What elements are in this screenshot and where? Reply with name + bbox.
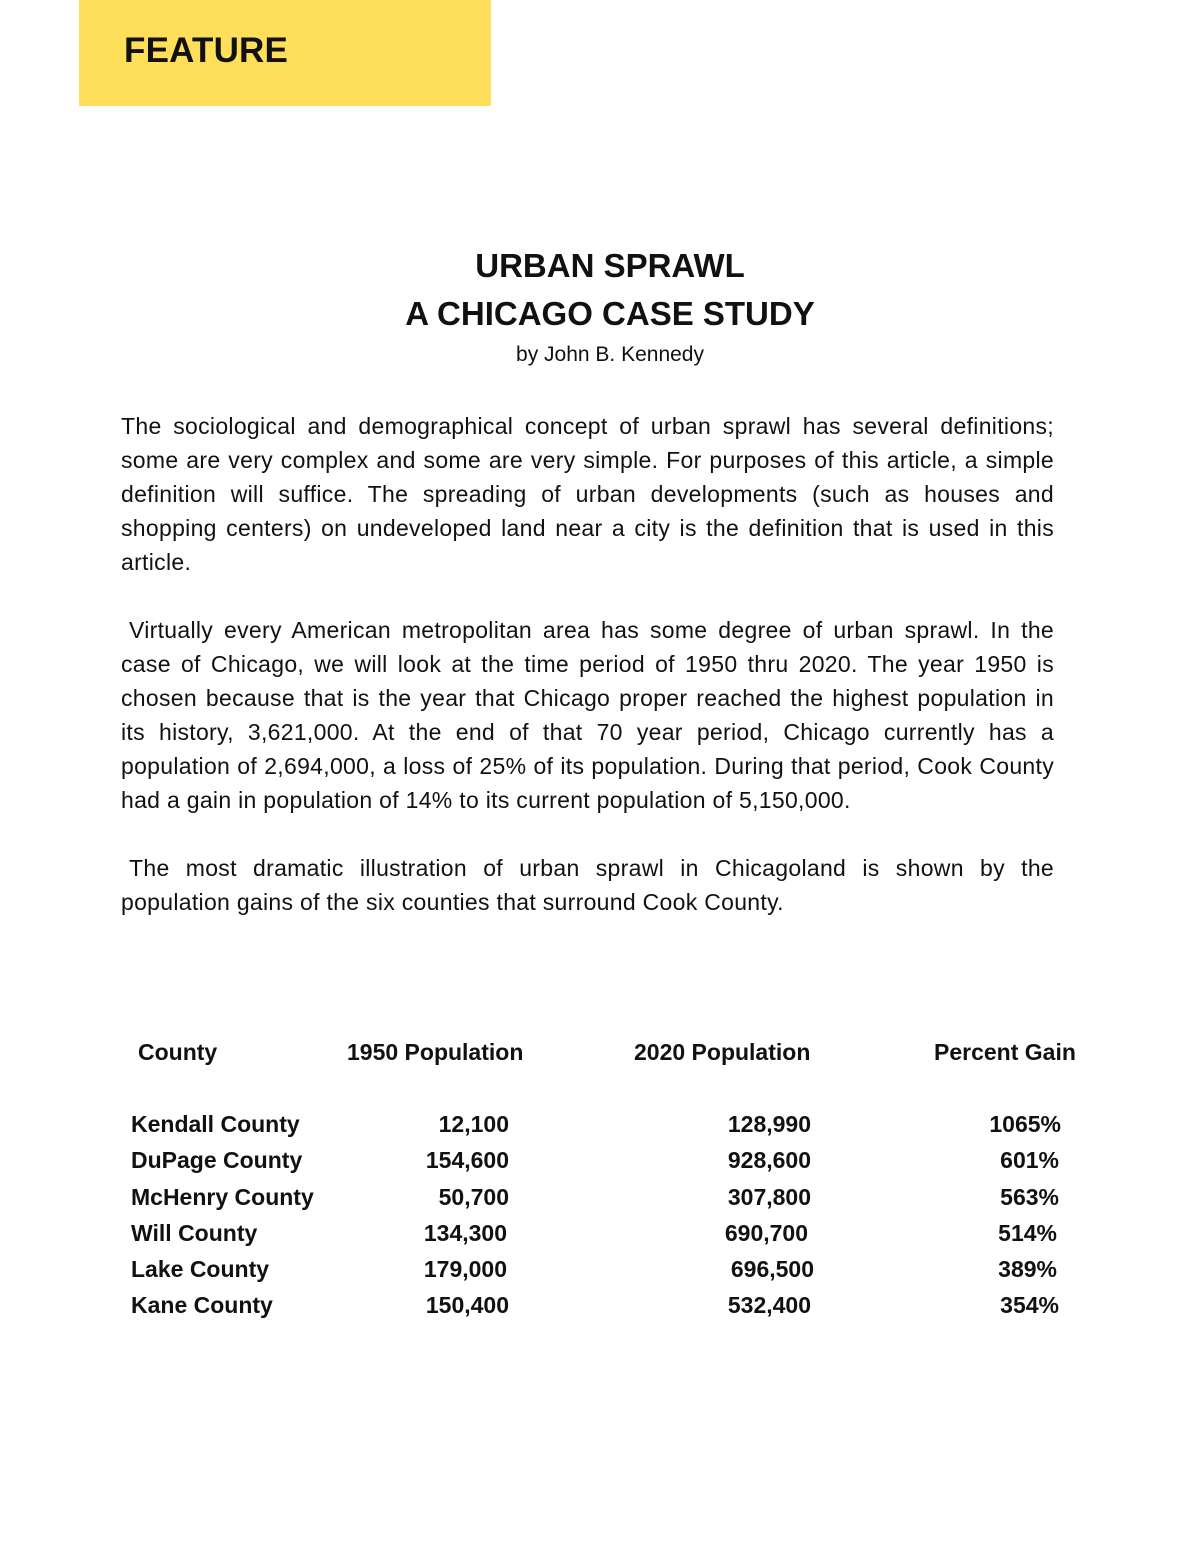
table-cell-2020: 128,990 xyxy=(727,1111,811,1137)
page-title: URBAN SPRAWL xyxy=(475,247,745,284)
table-cell-1950: 50,700 xyxy=(438,1184,509,1210)
table-cell-1950: 150,400 xyxy=(425,1292,509,1318)
table-cell-percent: 354% xyxy=(1000,1292,1059,1318)
table-cell-1950: 134,300 xyxy=(423,1220,507,1246)
table-cell-percent: 389% xyxy=(998,1256,1057,1282)
table-cell-county: DuPage County xyxy=(131,1147,303,1173)
table-header-county: County xyxy=(138,1039,218,1065)
table-cell-county: McHenry County xyxy=(131,1184,314,1210)
feature-label: FEATURE xyxy=(124,31,289,70)
table-cell-county: Kane County xyxy=(131,1292,273,1318)
table-cell-2020: 307,800 xyxy=(727,1184,811,1210)
table-cell-2020: 928,600 xyxy=(727,1147,811,1173)
article-paragraph: Virtually every American metropolitan area has some degree of urban sprawl. In the case of Chicago, we will look at the time period of 1950 thru 2020. The year 1950 is chosen because that is the year that Chicago proper reached the highest population in its history, 3,621,000. At the end of that 70 year period, Chicago currently has a population of 2,694,000, a loss of 25% of its population. During that period, Cook County had a gain in population of 14% to its current population of 5,150,000. xyxy=(121,617,1054,813)
table-cell-1950: 179,000 xyxy=(423,1256,507,1282)
table-cell-2020: 690,700 xyxy=(724,1220,808,1246)
table-header-1950: 1950 Population xyxy=(347,1039,524,1065)
table-cell-1950: 12,100 xyxy=(438,1111,509,1137)
byline: by John B. Kennedy xyxy=(516,343,704,366)
table-cell-2020: 532,400 xyxy=(727,1292,811,1318)
table-cell-2020: 696,500 xyxy=(730,1256,814,1282)
table-cell-county: Kendall County xyxy=(131,1111,300,1137)
page-subtitle: A CHICAGO CASE STUDY xyxy=(405,295,815,332)
table-header-2020: 2020 Population xyxy=(634,1039,811,1065)
table-cell-percent: 514% xyxy=(998,1220,1057,1246)
table-cell-county: Lake County xyxy=(131,1256,270,1282)
article-paragraph: The most dramatic illustration of urban sprawl in Chicagoland is shown by the population gains of the six counties that surround Cook County. xyxy=(121,855,1054,915)
table-cell-percent: 1065% xyxy=(989,1111,1061,1137)
article-body xyxy=(121,409,1054,953)
table-cell-percent: 601% xyxy=(1000,1147,1059,1173)
table-cell-1950: 154,600 xyxy=(425,1147,509,1173)
article-paragraph: The sociological and demographical concept of urban sprawl has several definitions; some are very complex and some are very simple. For purposes of this article, a simple definition will suffice. The spreading of urban developments (such as houses and shopping centers) on undeveloped land near a city is the definition that is used in this article. xyxy=(121,413,1054,575)
table-cell-county: Will County xyxy=(131,1220,258,1246)
title-block xyxy=(0,242,1200,370)
table-cell-percent: 563% xyxy=(1000,1184,1059,1210)
table-header-percent: Percent Gain xyxy=(934,1039,1076,1065)
